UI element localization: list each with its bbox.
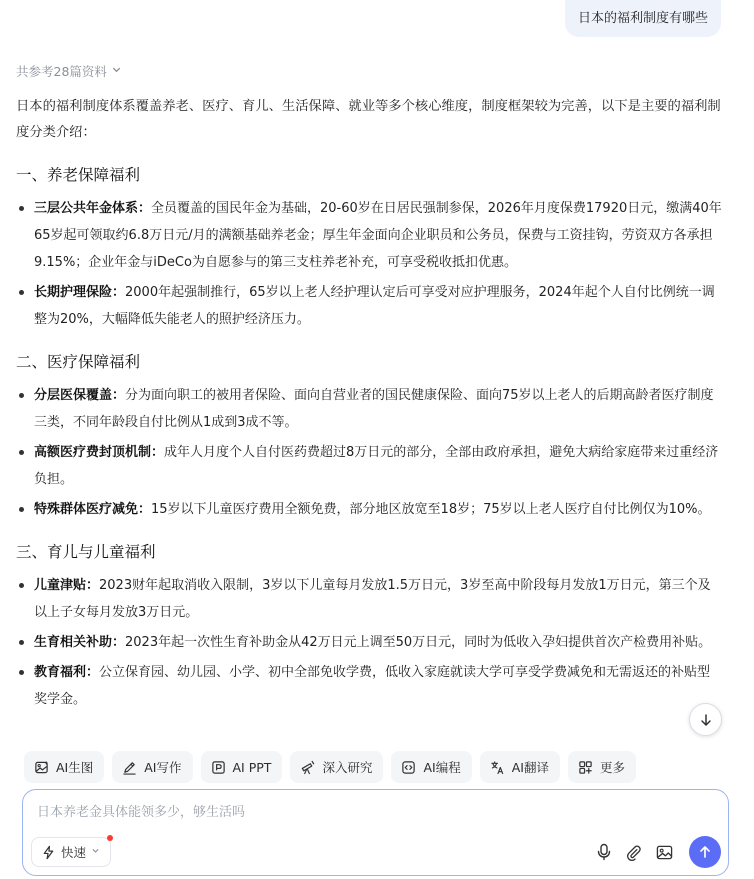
grid-icon (578, 760, 593, 775)
tool-button[interactable] (290, 751, 383, 783)
list-item-title: 生育相关补助： (34, 635, 126, 650)
lightning-icon (41, 845, 56, 860)
bullet-list (16, 195, 722, 333)
list-item (16, 659, 722, 713)
user-message-text: 日本的福利制度有哪些 (577, 11, 708, 26)
pen-icon (122, 760, 137, 775)
ppt-icon (211, 760, 226, 775)
chevron-down-icon (111, 64, 122, 78)
composer-placeholder[interactable]: 日本养老金具体能领多少，够生活吗 (37, 805, 246, 820)
list-item-text: 2023财年起取消收入限制，3岁以下儿童每月发放1.5万日元，3岁至高中阶段每月发放1万日元，第三个及以上子女每月发放3万日元。 (34, 578, 711, 620)
tool-button-label: AI编程 (423, 760, 461, 775)
list-item (16, 572, 722, 626)
list-item-title: 教育福利： (34, 665, 100, 680)
paperclip-icon (625, 844, 642, 861)
bullet-list (16, 382, 722, 523)
mode-selector[interactable] (31, 837, 111, 867)
chevron-down-icon (91, 846, 100, 858)
notification-dot (107, 835, 113, 841)
bullet-list (16, 572, 722, 713)
mode-label: 快速 (61, 845, 87, 860)
list-item (16, 382, 722, 436)
tool-button[interactable] (112, 751, 192, 783)
tool-button-label: AI生图 (56, 760, 94, 775)
tool-button[interactable] (201, 751, 283, 783)
code-icon (401, 760, 416, 775)
list-item-title: 三层公共年金体系： (34, 201, 152, 216)
tool-button[interactable] (391, 751, 471, 783)
list-item-text: 成年人月度个人自付医药费超过8万日元的部分，全部由政府承担，避免大病给家庭带来过重经济负担。 (34, 445, 719, 487)
microphone-button[interactable] (594, 842, 614, 862)
tool-button-label: AI翻译 (511, 760, 549, 775)
list-item (16, 439, 722, 493)
list-item-text: 公立保育园、幼儿园、小学、初中全部免收学费，低收入家庭就读大学可享受学费减免和无需返还的补贴型奖学金。 (34, 665, 711, 707)
tool-button-label: AI写作 (144, 760, 182, 775)
list-item-text: 全员覆盖的国民年金为基础，20-60岁在日居民强制参保，2026年月度保费17920日元，缴满40年65岁起可领取约6.8万日元/月的满额基础养老金；厚生年金面向企业职员和公务员，保费与工资挂钩，劳资双方各承担9.15%；企业年金与iDeCo为自愿参与的第三支柱养老补充，可享受税收抵扣优惠。 (34, 201, 722, 270)
section-heading: 二、医疗保障福利 (16, 353, 141, 371)
microphone-icon (596, 843, 612, 861)
references-toggle[interactable] (16, 60, 722, 82)
answer-intro: 日本的福利制度体系覆盖养老、医疗、育儿、生活保障、就业等多个核心维度，制度框架较为完善，以下是主要的福利制度分类介绍： (16, 99, 721, 140)
tool-button-label: 深入研究 (322, 760, 373, 775)
send-button[interactable] (689, 836, 721, 868)
arrow-down-icon (699, 713, 713, 727)
tool-bar (24, 751, 636, 783)
message-composer[interactable] (22, 789, 729, 876)
list-item-title: 高额医疗费封顶机制： (34, 445, 165, 460)
scroll-to-bottom-button[interactable] (689, 703, 722, 736)
arrow-up-icon (698, 845, 712, 859)
list-item-text: 2023年起一次性生育补助金从42万日元上调至50万日元，同时为低收入孕妇提供首次产检费用补贴。 (125, 635, 712, 650)
list-item-text: 分为面向职工的被用者保险、面向自营业者的国民健康保险、面向75岁以上老人的后期高龄者医疗制度三类，不同年龄段自付比例从1成到3成不等。 (34, 388, 714, 430)
user-message-bubble (565, 0, 721, 37)
list-item (16, 629, 722, 656)
list-item-title: 特殊群体医疗减免： (34, 502, 152, 517)
image-gen-icon (34, 760, 49, 775)
telescope-icon (300, 760, 315, 775)
list-item-text: 2000年起强制推行，65岁以上老人经护理认定后可享受对应护理服务，2024年起个人自付比例统一调整为20%，大幅降低失能老人的照护经济压力。 (34, 285, 715, 327)
list-item (16, 195, 722, 276)
tool-button[interactable] (24, 751, 104, 783)
tool-button-label: 更多 (599, 760, 625, 775)
image-upload-button[interactable] (654, 842, 674, 862)
tool-button[interactable] (568, 751, 636, 783)
list-item-title: 长期护理保险： (34, 285, 126, 300)
list-item (16, 496, 722, 523)
list-item-title: 分层医保覆盖： (34, 388, 126, 403)
tool-button[interactable] (480, 751, 560, 783)
attach-button[interactable] (623, 842, 643, 862)
references-label: 共参考28篇资料 (16, 64, 107, 79)
section-heading: 三、育儿与儿童福利 (16, 543, 156, 561)
section-heading: 一、养老保障福利 (16, 166, 141, 184)
translate-icon (490, 760, 505, 775)
content-fade (0, 718, 754, 754)
list-item (16, 279, 722, 333)
list-item-title: 儿童津贴： (34, 578, 100, 593)
answer-area (16, 60, 722, 750)
answer-sections (16, 162, 722, 713)
image-icon (656, 844, 673, 861)
list-item-text: 15岁以下儿童医疗费用全额免费，部分地区放宽至18岁；75岁以上老人医疗自付比例仅为10%。 (151, 502, 711, 517)
tool-button-label: AI PPT (232, 759, 272, 775)
